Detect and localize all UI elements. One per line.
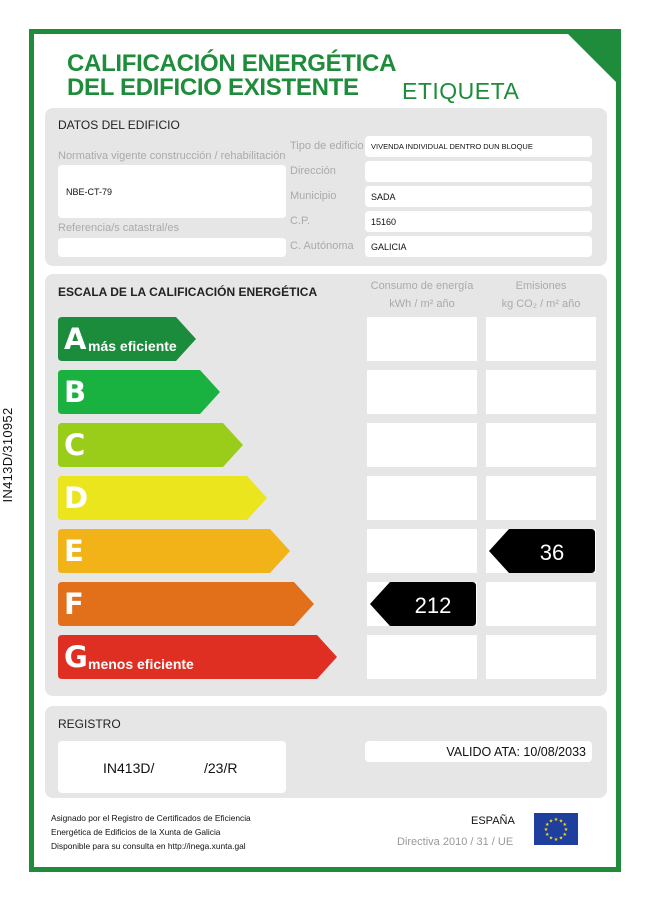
energy-class-letter: B [64, 375, 87, 409]
svg-text:★: ★ [548, 835, 554, 842]
eu-flag-icon [534, 813, 578, 845]
energy-class-f-bar [58, 582, 316, 626]
consumo-cell [367, 529, 477, 573]
tipo-edificio-value: VIVENDA INDIVIDUAL DENTRO DUN BLOQUE [371, 142, 533, 151]
tipo-edificio-box [365, 136, 592, 157]
normativa-box [58, 165, 286, 218]
normativa-label: Normativa vigente construcción / rehabilitación [58, 150, 286, 162]
consumo-cell [367, 423, 477, 467]
energy-class-e-bar [58, 529, 292, 573]
consumo-cell [367, 476, 477, 520]
cp-value: 15160 [371, 217, 397, 227]
svg-text:★: ★ [545, 822, 550, 828]
svg-text:★: ★ [558, 835, 564, 842]
normativa-value: NBE-CT-79 [66, 187, 113, 197]
svg-text:★: ★ [548, 818, 554, 825]
emisiones-cell [486, 582, 596, 626]
municipio-box [365, 186, 592, 207]
referencia-box [58, 238, 286, 257]
emisiones-cell [486, 317, 596, 361]
title-line-1: CALIFICACIÓN ENERGÉTICA [67, 50, 397, 77]
registro-section-title: REGISTRO [58, 717, 121, 731]
registro-code-box [58, 741, 286, 793]
consumo-cell [367, 317, 477, 361]
emisiones-cell [486, 635, 596, 679]
emisiones-rating-pointer [489, 529, 599, 573]
svg-text:★: ★ [545, 832, 550, 838]
energy-class-g-bar [58, 635, 339, 679]
scale-section-title: ESCALA DE LA CALIFICACIÓN ENERGÉTICA [58, 285, 318, 299]
referencia-label: Referencia/s catastral/es [58, 222, 180, 234]
emisiones-rating-value: 36 [539, 540, 565, 565]
energy-class-letter: C [64, 428, 86, 462]
comunidad-label: C. Autónoma [290, 240, 354, 252]
footer-line-3: Disponible para su consulta en http://inega.xunta.gal [51, 841, 246, 851]
svg-text:★: ★ [553, 837, 559, 843]
directive-label: Directiva 2010 / 31 / UE [397, 836, 514, 848]
svg-text:★: ★ [562, 822, 567, 828]
consumo-cell [367, 370, 477, 414]
energy-class-d-bar [58, 476, 269, 520]
svg-text:★: ★ [553, 817, 559, 823]
building-data-panel [45, 108, 607, 266]
registro-panel [45, 706, 607, 798]
svg-text:★: ★ [543, 827, 549, 833]
emisiones-cell [486, 423, 596, 467]
cp-box [365, 211, 592, 232]
consumo-header: Consumo de energía [370, 280, 474, 292]
consumo-cell [367, 635, 477, 679]
side-code-text: IN413D/310952 [0, 407, 15, 503]
footer-note [51, 811, 251, 853]
energy-class-letter: F [64, 587, 84, 621]
svg-text:★: ★ [562, 832, 567, 838]
energy-class-letter: D [64, 481, 89, 515]
etiqueta-label: ETIQUETA [402, 78, 520, 104]
footer-line-1: Asignado por el Registro de Certificados de Eficiencia [51, 813, 251, 823]
registro-code-part2: /23/R [204, 760, 238, 776]
validity-box [365, 741, 592, 762]
direccion-label: Dirección [290, 165, 336, 177]
consumo-rating-value: 212 [414, 593, 452, 618]
energy-class-b-bar [58, 370, 222, 414]
footer-line-2: Energética de Edificios de la Xunta de Galicia [51, 827, 221, 837]
energy-class-caption: más eficiente [88, 338, 177, 354]
building-section-title: DATOS DEL EDIFICIO [58, 118, 180, 132]
svg-text:★: ★ [558, 818, 564, 825]
cp-label: C.P. [290, 215, 310, 227]
registro-code-part1: IN413D/ [103, 760, 155, 776]
emisiones-header: Emisiones [515, 280, 567, 292]
label-title [67, 52, 396, 100]
direccion-box [365, 161, 592, 182]
energy-class-letter: A [64, 322, 87, 356]
energy-class-letter: G [64, 640, 88, 674]
energy-class-a-bar [58, 317, 198, 361]
municipio-value: SADA [371, 192, 396, 202]
corner-triangle [566, 32, 618, 84]
tipo-edificio-label: Tipo de edificio [290, 140, 364, 152]
validity-text: VALIDO ATA: 10/08/2033 [446, 745, 586, 759]
svg-text:★: ★ [563, 827, 569, 833]
energy-scale-panel [45, 274, 607, 696]
country-label: ESPAÑA [471, 815, 515, 827]
municipio-label: Municipio [290, 190, 337, 202]
title-line-2: DEL EDIFICIO EXISTENTE [67, 74, 359, 101]
consumo-rating-pointer [370, 582, 480, 626]
consumo-unit: kWh / m² año [389, 298, 455, 310]
energy-class-caption: menos eficiente [88, 656, 194, 672]
emisiones-cell [486, 476, 596, 520]
energy-class-letter: E [64, 534, 84, 568]
emisiones-unit: kg CO₂ / m² año [501, 298, 581, 310]
emisiones-cell [486, 370, 596, 414]
comunidad-value: GALICIA [371, 242, 407, 252]
energy-label-frame [29, 29, 621, 872]
comunidad-box [365, 236, 592, 257]
energy-class-c-bar [58, 423, 245, 467]
